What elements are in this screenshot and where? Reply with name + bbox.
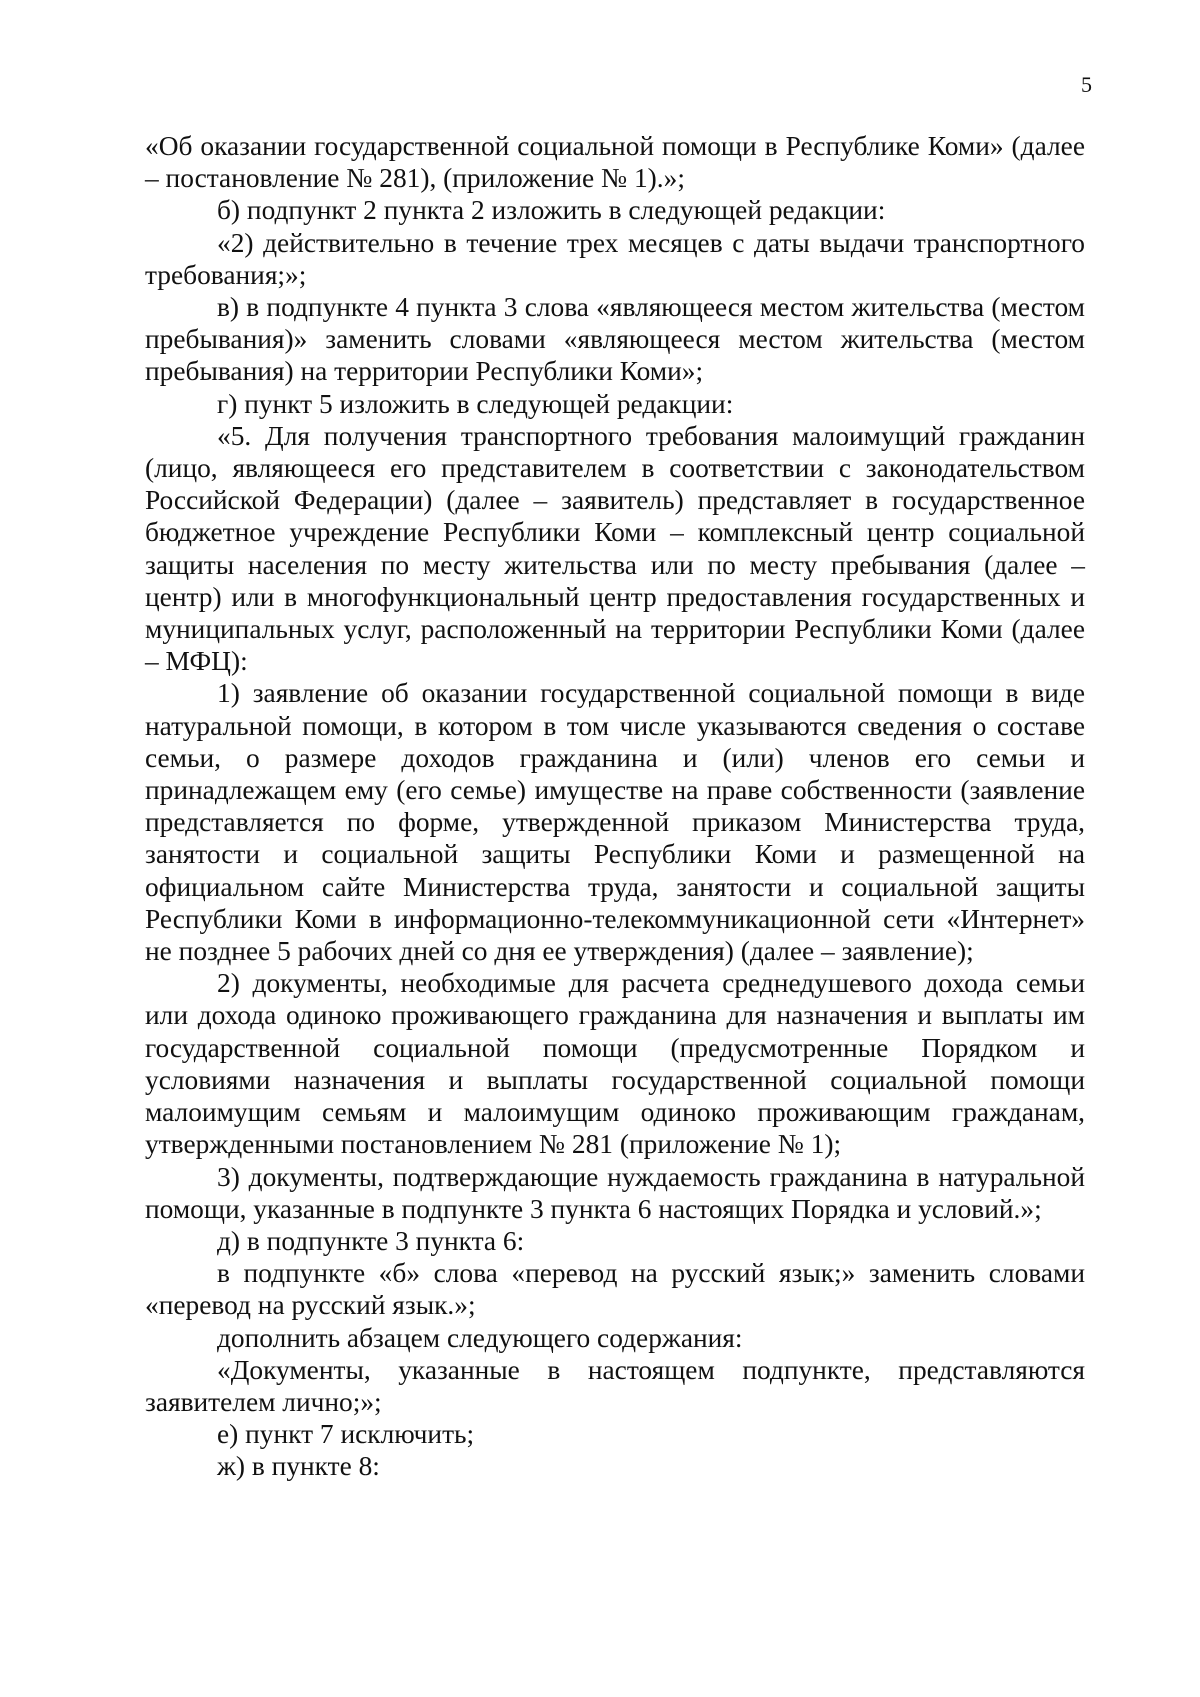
paragraph-9: 3) документы, подтверждающие нуждаемость гражданина в натуральной помощи, указанные в подпункте 3 пункта 6 настоящих Порядка и условий.»; — [145, 1161, 1085, 1224]
paragraph-11: в подпункте «б» слова «перевод на русский язык;» заменить словами «перевод на русский язык.»; — [145, 1258, 1085, 1321]
document-body — [145, 130, 1085, 1483]
paragraph-8: 2) документы, необходимые для расчета среднедушевого дохода семьи или дохода одиноко проживающего гражданина для назначения и выплаты им государственной социальной помощи (предусмотренные Порядком и условиями назначения и выплаты государственной социальной помощи малоимущим семьям и малоимущим одиноко проживающим гражданам, утвержденными постановлением № 281 (приложение № 1); — [145, 968, 1085, 1160]
paragraph-7: 1) заявление об оказании государственной социальной помощи в виде натуральной помощи, в котором в том числе указываются сведения о составе семьи, о размере доходов гражданина и (или) членов его семьи и принадлежащем ему (его семье) имуществе на праве собственности (заявление представляется по форме, утвержденной приказом Министерства труда, занятости и социальной защиты Республики Коми и размещенной на официальном сайте Министерства труда, занятости и социальной защиты Республики Коми в информационно-телекоммуникационной сети «Интернет» не позднее 5 рабочих дней со дня ее утверждения) (далее – заявление); — [145, 678, 1085, 967]
paragraph-5: г) пункт 5 изложить в следующей редакции: — [217, 388, 734, 419]
paragraph-15: ж) в пункте 8: — [217, 1451, 380, 1482]
paragraph-3: «2) действительно в течение трех месяцев с даты выдачи транспортного требования;»; — [145, 227, 1085, 290]
page-number: 5 — [1081, 72, 1092, 97]
paragraph-14: е) пункт 7 исключить; — [217, 1419, 475, 1450]
paragraph-12: дополнить абзацем следующего содержания: — [217, 1322, 743, 1353]
paragraph-4: в) в подпункте 4 пункта 3 слова «являющееся местом жительства (местом пребывания)» заменить словами «являющееся местом жительства (местом пребывания) на территории Республики Коми»; — [145, 292, 1085, 387]
paragraph-1: «Об оказании государственной социальной помощи в Республике Коми» (далее – постановление № 281), (приложение № 1).»; — [145, 131, 1085, 194]
paragraph-10: д) в подпункте 3 пункта 6: — [217, 1225, 525, 1256]
paragraph-6: «5. Для получения транспортного требования малоимущий гражданин (лицо, являющееся его представителем в соответствии с законодательством Российской Федерации) (далее – заявитель) представляет в государственное бюджетное учреждение Республики Коми – комплексный центр социальной защиты населения по месту жительства или по месту пребывания (далее – центр) или в многофункциональный центр предоставления государственных и муниципальных услуг, расположенный на территории Республики Коми (далее – МФЦ): — [145, 420, 1085, 677]
paragraph-2: б) подпункт 2 пункта 2 изложить в следующей редакции: — [217, 195, 886, 226]
paragraph-13: «Документы, указанные в настоящем подпункте, представляются заявителем лично;»; — [145, 1354, 1085, 1417]
